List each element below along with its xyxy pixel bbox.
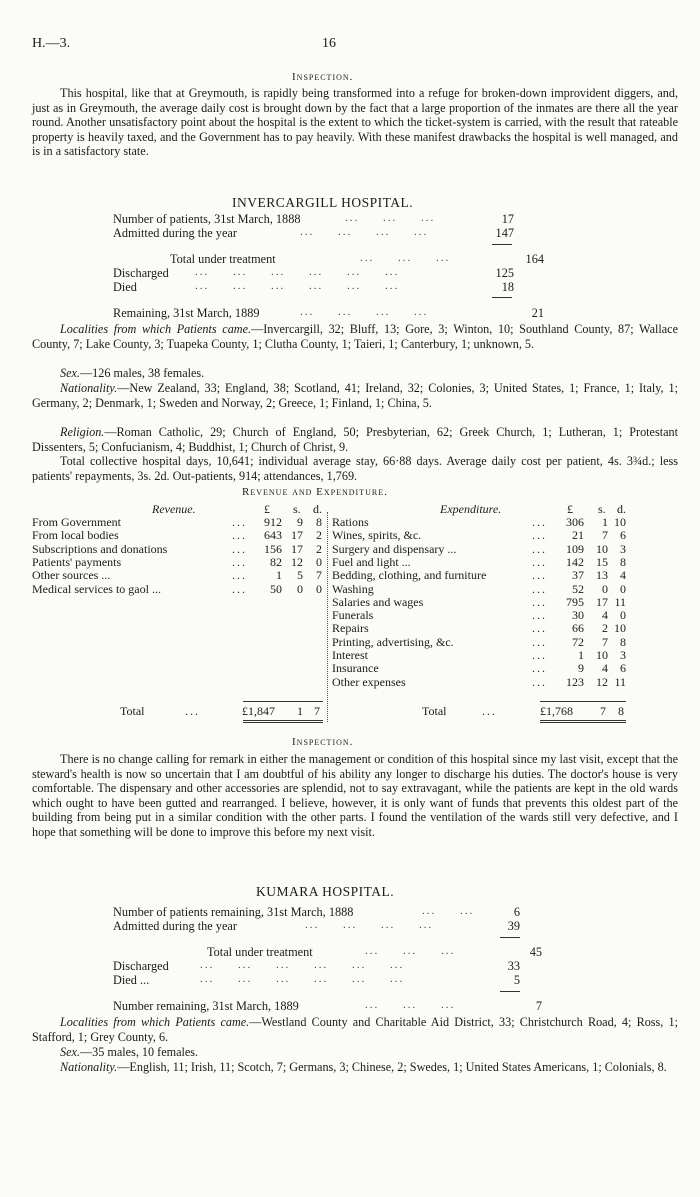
expenditure-row-shillings: 13: [596, 568, 608, 583]
expenditure-row-leader: ...: [532, 528, 547, 543]
revenue-row-pence: 2: [316, 541, 322, 556]
expenditure-row-pounds: 66: [572, 621, 584, 636]
revenue-row-pounds: 1: [276, 568, 282, 583]
religion-paragraph: Religion.—Roman Catholic, 29; Church of England, 50; Presbyterian, 62; Greek Church, 1; Lutheran, 1; Protestant Dissenters, 5; Confucianism, 4; Buddhist, 1; Church of Christ, 9.: [32, 425, 678, 454]
expenditure-row-leader: ...: [532, 661, 547, 676]
revenue-row-leader: ...: [232, 541, 247, 556]
page-number: 16: [322, 36, 336, 51]
revenue-row-pence: 8: [316, 515, 322, 529]
stat-label: Number of patients remaining, 31st March, 1888: [113, 905, 354, 919]
stat-value: 6: [513, 905, 520, 919]
expenditure-row-leader: ...: [532, 541, 547, 556]
pound-header: £: [264, 502, 270, 516]
revenue-row-pounds: 643: [264, 528, 282, 543]
expenditure-row-pounds: 306: [566, 515, 584, 529]
expenditure-row-pence: 11: [614, 594, 626, 609]
stat-label: Total under treatment: [170, 252, 276, 266]
expenditure-total-pounds: £1,768: [540, 704, 573, 718]
revenue-row-pounds: 82: [270, 554, 282, 569]
revenue-row-label: Other sources ...: [32, 568, 111, 583]
expenditure-row-pounds: 37: [572, 568, 584, 583]
stat-value: 18: [501, 280, 514, 294]
stat-label: Discharged: [113, 959, 169, 973]
expenditure-row-label: Bedding, clothing, and furniture: [332, 568, 487, 583]
expenditure-row-pence: 11: [614, 674, 626, 689]
expenditure-row-leader: ...: [532, 515, 547, 529]
expenditure-row-label: Wines, spirits, &c.: [332, 528, 422, 543]
stat-value: 164: [525, 252, 544, 266]
collective-paragraph: Total collective hospital days, 10,641; individual average stay, 66·88 days. Average daily cost per patient, 4s. 3¾d.; less patients' repayments, 3s. 2d. Out-patients, 914; attendances, 1,769.: [32, 454, 678, 483]
expenditure-row-pounds: 72: [572, 634, 584, 649]
expenditure-row-pounds: 52: [572, 581, 584, 596]
expenditure-row-pence: 6: [620, 661, 626, 676]
expenditure-row-leader: ...: [532, 621, 547, 636]
revenue-row-leader: ...: [232, 568, 247, 583]
expenditure-row-pence: 10: [614, 621, 626, 636]
revenue-total-pounds: £1,847: [242, 704, 275, 718]
sex-paragraph: Sex.—126 males, 38 females.: [60, 366, 205, 380]
expenditure-row-label: Repairs: [332, 621, 369, 636]
revenue-row-shillings: 12: [291, 554, 303, 569]
expenditure-row-pounds: 123: [566, 674, 584, 689]
expenditure-row-shillings: 1: [602, 515, 608, 529]
revenue-row-pounds: 912: [264, 515, 282, 529]
expenditure-row-shillings: 12: [596, 674, 608, 689]
revenue-row-shillings: 5: [297, 568, 303, 583]
expenditure-row-pounds: 30: [572, 608, 584, 623]
revenue-row-label: From Government: [32, 515, 121, 529]
expenditure-row-leader: ...: [532, 634, 547, 649]
kumara-sex-paragraph: Sex.—35 males, 10 females.: [60, 1045, 199, 1059]
expenditure-row-pounds: 9: [578, 661, 584, 676]
inspection-paragraph: This hospital, like that at Greymouth, is rapidly being transformed into a refuge for broken-down improvident diggers, and, just as in Greymouth, the average daily cost is brought down by the fact that a large proportion of the inmates are there all the year round. Another unsatisfactory point about the hospital is the extent to which the ticket-system is carried, with the result that rateable property is heavily taxed, and the Government has to pay heavily. With these manifest drawbacks the hospital is well managed, and is in a satisfactory state.: [32, 86, 678, 159]
revenue-row-leader: ...: [232, 528, 247, 543]
expenditure-row-pounds: 21: [572, 528, 584, 543]
invercargill-title: INVERCARGILL HOSPITAL.: [232, 195, 414, 210]
kumara-nationality-paragraph: Nationality.—English, 11; Irish, 11; Scotch, 7; Germans, 3; Chinese, 2; Swedes, 1; United States Americans, 1; Colonials, 8.: [60, 1060, 667, 1074]
expenditure-row-pounds: 142: [566, 554, 584, 569]
expenditure-row-label: Other expenses: [332, 674, 406, 689]
pence-header: d.: [617, 502, 626, 516]
expenditure-row-shillings: 17: [596, 594, 608, 609]
expenditure-row-label: Salaries and wages: [332, 594, 424, 609]
stat-label: Remaining, 31st March, 1889: [113, 306, 260, 320]
expenditure-row-pence: 0: [620, 581, 626, 596]
expenditure-row-leader: ...: [532, 608, 547, 623]
stat-label: Died ...: [113, 973, 150, 987]
stat-label: Admitted during the year: [113, 919, 237, 933]
expenditure-row-pounds: 109: [566, 541, 584, 556]
expenditure-row-leader: ...: [532, 568, 547, 583]
revenue-row-leader: ...: [232, 554, 247, 569]
expenditure-total-label: Total: [422, 704, 447, 718]
stat-label: Discharged: [113, 266, 169, 280]
expenditure-row-pounds: 1: [578, 648, 584, 662]
expenditure-row-leader: ...: [532, 674, 547, 689]
expenditure-row-leader: ...: [532, 648, 547, 662]
expenditure-total-pence: 8: [618, 704, 624, 718]
page-reference: H.—3.: [32, 36, 71, 51]
revenue-row-pounds: 156: [264, 541, 282, 556]
expenditure-heading: Expenditure.: [440, 502, 502, 516]
expenditure-row-pence: 4: [620, 568, 626, 583]
shilling-header: s.: [598, 502, 606, 516]
expenditure-row-shillings: 15: [596, 554, 608, 569]
revenue-row-label: From local bodies: [32, 528, 119, 543]
stat-value: 17: [501, 212, 514, 226]
expenditure-row-shillings: 2: [602, 621, 608, 636]
stat-value: 7: [535, 999, 542, 1013]
expenditure-row-pounds: 795: [566, 594, 584, 609]
revenue-row-label: Medical services to gaol ...: [32, 581, 161, 596]
revenue-total-shillings: 1: [297, 704, 303, 718]
expenditure-row-shillings: 7: [602, 634, 608, 649]
expenditure-row-label: Washing: [332, 581, 374, 596]
section-heading-inspection: Inspection.: [292, 71, 354, 83]
nationality-paragraph: Nationality.—New Zealand, 33; England, 38; Scotland, 41; Ireland, 32; Colonies, 3; United States, 1; France, 1; Italy, 1; Germany, 2; Denmark, 1; Sweden and Norway, 2; Greece, 1; Finland, 1; China, 5.: [32, 381, 678, 410]
revenue-row-label: Patients' payments: [32, 554, 122, 569]
stat-label: Number of patients, 31st March, 1888: [113, 212, 301, 226]
expenditure-row-pence: 8: [620, 554, 626, 569]
stat-value: 125: [495, 266, 514, 280]
expenditure-row-label: Funerals: [332, 608, 374, 623]
stat-label: Number remaining, 31st March, 1889: [113, 999, 299, 1013]
revenue-heading: Revenue.: [152, 502, 196, 516]
stat-value: 39: [507, 919, 520, 933]
revenue-row-label: Subscriptions and donations: [32, 541, 168, 556]
stat-value: 33: [507, 959, 520, 973]
expenditure-row-shillings: 10: [596, 541, 608, 556]
inspection-heading-2: Inspection.: [292, 736, 354, 748]
stat-label: Total under treatment: [207, 945, 313, 959]
expenditure-row-label: Insurance: [332, 661, 379, 676]
kumara-localities-paragraph: Localities from which Patients came.—Westland County and Charitable Aid District, 33; Christchurch Road, 4; Ross, 1; Stafford, 1; Grey County, 6.: [32, 1015, 678, 1044]
localities-paragraph: Localities from which Patients came.—Invercargill, 32; Bluff, 13; Gore, 3; Winton, 10; Southland County, 87; Wallace County, 7; Lake County, 3; Tuapeka County, 1; Clutha County, 1; Taieri, 1; Canterbury, 1; unknown, 5.: [32, 322, 678, 351]
revenue-row-shillings: 17: [291, 528, 303, 543]
expenditure-row-pence: 8: [620, 634, 626, 649]
revenue-row-shillings: 9: [297, 515, 303, 529]
expenditure-row-label: Rations: [332, 515, 369, 529]
expenditure-row-label: Surgery and dispensary ...: [332, 541, 457, 556]
revenue-row-leader: ...: [232, 581, 247, 596]
revenue-row-shillings: 0: [297, 581, 303, 596]
expenditure-row-pence: 3: [620, 541, 626, 556]
expenditure-row-shillings: 4: [602, 661, 608, 676]
expenditure-row-shillings: 0: [602, 581, 608, 596]
kumara-title: KUMARA HOSPITAL.: [256, 884, 395, 899]
revenue-row-pence: 0: [316, 581, 322, 596]
expenditure-row-pence: 6: [620, 528, 626, 543]
pence-header: d.: [313, 502, 322, 516]
stat-value: 45: [529, 945, 542, 959]
finance-heading: Revenue and Expenditure.: [242, 486, 388, 498]
revenue-total-label: Total: [120, 704, 145, 718]
stat-label: Died: [113, 280, 137, 294]
expenditure-row-label: Fuel and light ...: [332, 554, 411, 569]
expenditure-row-label: Printing, advertising, &c.: [332, 634, 454, 649]
expenditure-row-label: Interest: [332, 648, 368, 662]
inspection-paragraph-2: There is no change calling for remark in either the management or condition of this hospital since my last visit, except that the steward's health is now so uncertain that I am doubtful of his ability any longer to discharge his duties. The doctor's house is very comfortable. The dispensary and other accessories are splendid, not to say extravagant, while the patients are kept in the old wards which ought to have been gutted and rearranged. I believe, however, it is only want of funds that prevents this oldest part of the building from being put in a similar condition with the other parts. I found the ventilation of the wards still very defective, and I hope that something will be done to improve this before my next visit.: [32, 752, 678, 839]
expenditure-total-shillings: 7: [600, 704, 606, 718]
revenue-row-pence: 0: [316, 554, 322, 569]
expenditure-row-leader: ...: [532, 594, 547, 609]
revenue-row-shillings: 17: [291, 541, 303, 556]
stat-label: Admitted during the year: [113, 226, 237, 240]
revenue-row-pence: 2: [316, 528, 322, 543]
revenue-row-pounds: 50: [270, 581, 282, 596]
expenditure-row-pence: 3: [620, 648, 626, 662]
expenditure-row-leader: ...: [532, 581, 547, 596]
stat-value: 21: [531, 306, 544, 320]
expenditure-row-pence: 10: [614, 515, 626, 529]
revenue-row-pence: 7: [316, 568, 322, 583]
pound-header: £: [567, 502, 573, 516]
expenditure-row-leader: ...: [532, 554, 547, 569]
revenue-total-pence: 7: [314, 704, 320, 718]
stat-value: 5: [513, 973, 520, 987]
expenditure-row-shillings: 10: [596, 648, 608, 662]
revenue-row-leader: ...: [232, 515, 247, 529]
expenditure-row-pence: 0: [620, 608, 626, 623]
expenditure-row-shillings: 7: [602, 528, 608, 543]
stat-value: 147: [495, 226, 514, 240]
expenditure-row-shillings: 4: [602, 608, 608, 623]
shilling-header: s.: [293, 502, 301, 516]
